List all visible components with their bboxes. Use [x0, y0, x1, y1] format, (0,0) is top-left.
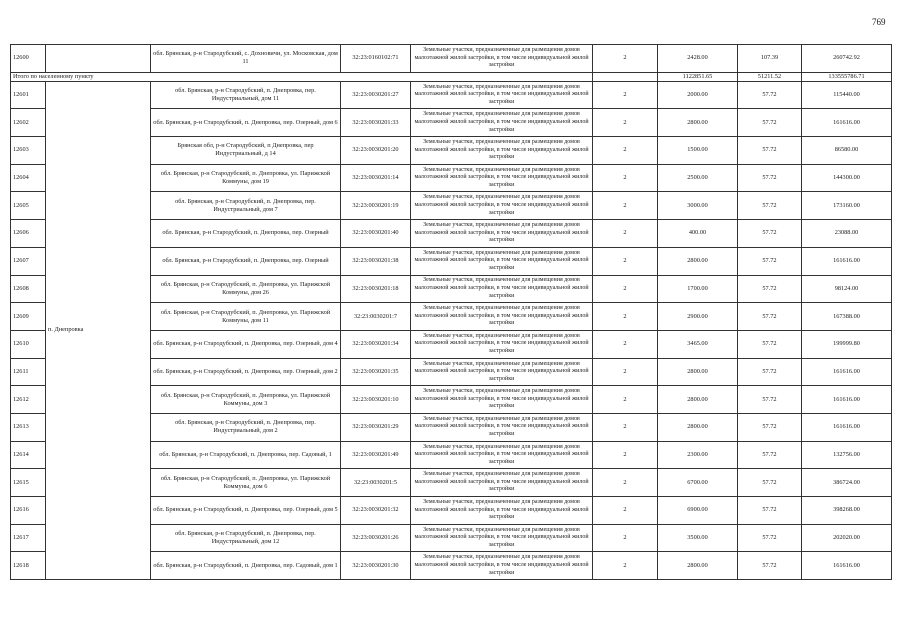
row-number: 12615	[11, 469, 46, 497]
specific-value-cell: 57.72	[738, 247, 802, 275]
cadastral-value-cell: 202020.00	[802, 524, 892, 552]
area-cell: 2500.00	[658, 164, 738, 192]
specific-value-cell: 57.72	[738, 275, 802, 303]
cadastral-value-cell: 161616.00	[802, 247, 892, 275]
category-cell: 2	[593, 552, 658, 580]
table-row	[11, 81, 892, 109]
row-number: 12602	[11, 109, 46, 137]
locality-name-cell: п. Днепровка	[46, 81, 151, 579]
table-row	[11, 45, 892, 73]
row-number: 12617	[11, 524, 46, 552]
cadastral-value-cell: 398268.00	[802, 497, 892, 525]
row-number: 12605	[11, 192, 46, 220]
category-cell: 2	[593, 303, 658, 331]
address-cell: обл. Брянская, р-н Стародубский, п. Днепровка, ул. Парижской Коммуны, дом 26	[151, 275, 341, 303]
specific-value-cell: 107.39	[738, 45, 802, 73]
area-cell: 2800.00	[658, 109, 738, 137]
cadastral-value-cell: 167388.00	[802, 303, 892, 331]
area-cell: 2800.00	[658, 358, 738, 386]
category-cell: 2	[593, 137, 658, 165]
total-rate-cell: 51211.52	[738, 72, 802, 81]
locality-total-row	[11, 72, 892, 81]
area-cell: 1500.00	[658, 137, 738, 165]
cadastral-number-cell: 32:23:0030201:35	[341, 358, 411, 386]
category-cell: 2	[593, 45, 658, 73]
specific-value-cell: 57.72	[738, 220, 802, 248]
specific-value-cell: 57.72	[738, 441, 802, 469]
land-use-purpose-cell: Земельные участки, предназначенные для размещения домов малоэтажной жилой застройки, в том числе индивидуальной жилой застройки	[411, 330, 593, 358]
cadastral-number-cell: 32:23:0030201:30	[341, 552, 411, 580]
land-use-purpose-cell: Земельные участки, предназначенные для размещения домов малоэтажной жилой застройки, в том числе индивидуальной жилой застройки	[411, 358, 593, 386]
row-number: 12604	[11, 164, 46, 192]
row-number: 12600	[11, 45, 46, 73]
category-cell: 2	[593, 413, 658, 441]
address-cell: обл. Брянская, р-н Стародубский, п. Днепровка, ул. Парижской Коммуны, дом 11	[151, 303, 341, 331]
area-cell: 3500.00	[658, 524, 738, 552]
category-cell: 2	[593, 192, 658, 220]
cadastral-value-cell: 144300.00	[802, 164, 892, 192]
address-cell: обл. Брянская, р-н Стародубский, п. Днепровка, пер. Индустриальный, дом 7	[151, 192, 341, 220]
address-cell: обл. Брянская, р-н Стародубский, п. Днепровка, пер. Индустриальный, дом 2	[151, 413, 341, 441]
area-cell: 6700.00	[658, 469, 738, 497]
total-area-cell: 1122851.65	[658, 72, 738, 81]
cadastral-number-cell: 32:23:0030201:18	[341, 275, 411, 303]
category-cell: 2	[593, 386, 658, 414]
land-use-purpose-cell: Земельные участки, предназначенные для размещения домов малоэтажной жилой застройки, в том числе индивидуальной жилой застройки	[411, 220, 593, 248]
cadastral-value-cell: 161616.00	[802, 413, 892, 441]
cadastral-value-cell: 161616.00	[802, 109, 892, 137]
category-cell: 2	[593, 164, 658, 192]
land-use-purpose-cell: Земельные участки, предназначенные для размещения домов малоэтажной жилой застройки, в том числе индивидуальной жилой застройки	[411, 45, 593, 73]
area-cell: 2800.00	[658, 413, 738, 441]
address-cell: обл. Брянская, р-н Стародубский, п. Днепровка, пер. Индустриальный, дом 12	[151, 524, 341, 552]
cadastral-value-cell: 386724.00	[802, 469, 892, 497]
specific-value-cell: 57.72	[738, 137, 802, 165]
address-cell: обл. Брянская, р-н Стародубский, с. Дохновичи, ул. Московская, дом 11	[151, 45, 341, 73]
specific-value-cell: 57.72	[738, 497, 802, 525]
cadastral-number-cell: 32:23:0030201:14	[341, 164, 411, 192]
cadastral-number-cell: 32:23:0030201:5	[341, 469, 411, 497]
row-number: 12601	[11, 81, 46, 109]
area-cell: 2800.00	[658, 247, 738, 275]
row-number: 12609	[11, 303, 46, 331]
area-cell: 6900.00	[658, 497, 738, 525]
land-use-purpose-cell: Земельные участки, предназначенные для размещения домов малоэтажной жилой застройки, в том числе индивидуальной жилой застройки	[411, 192, 593, 220]
category-cell: 2	[593, 220, 658, 248]
cadastral-value-cell: 86580.00	[802, 137, 892, 165]
specific-value-cell: 57.72	[738, 330, 802, 358]
specific-value-cell: 57.72	[738, 469, 802, 497]
cadastral-value-cell: 161616.00	[802, 552, 892, 580]
cadastral-number-cell: 32:23:0030201:7	[341, 303, 411, 331]
area-cell: 2000.00	[658, 81, 738, 109]
land-use-purpose-cell: Земельные участки, предназначенные для размещения домов малоэтажной жилой застройки, в том числе индивидуальной жилой застройки	[411, 497, 593, 525]
page-number: 769	[872, 17, 886, 27]
row-number: 12603	[11, 137, 46, 165]
area-cell: 2900.00	[658, 303, 738, 331]
land-use-purpose-cell: Земельные участки, предназначенные для размещения домов малоэтажной жилой застройки, в том числе индивидуальной жилой застройки	[411, 109, 593, 137]
category-cell: 2	[593, 469, 658, 497]
address-cell: обл. Брянская, р-н Стародубский, п. Днепровка, пер. Озерный, дом 5	[151, 497, 341, 525]
area-cell: 400.00	[658, 220, 738, 248]
land-use-purpose-cell: Земельные участки, предназначенные для размещения домов малоэтажной жилой застройки, в том числе индивидуальной жилой застройки	[411, 552, 593, 580]
address-cell: обл. Брянская, р-н Стародубский, п. Днепровка, пер. Озерный	[151, 247, 341, 275]
address-cell: обл. Брянская, р-н Стародубский, п. Днепровка, пер. Индустриальный, дом 11	[151, 81, 341, 109]
address-cell: обл. Брянская, р-н Стародубский, п. Днепровка, пер. Озерный, дом 6	[151, 109, 341, 137]
register-body	[11, 45, 892, 580]
area-cell: 2428.00	[658, 45, 738, 73]
land-use-purpose-cell: Земельные участки, предназначенные для размещения домов малоэтажной жилой застройки, в том числе индивидуальной жилой застройки	[411, 137, 593, 165]
address-cell: обл. Брянская, р-н Стародубский, п. Днепровка, пер. Озерный, дом 2	[151, 358, 341, 386]
row-number: 12612	[11, 386, 46, 414]
specific-value-cell: 57.72	[738, 109, 802, 137]
specific-value-cell: 57.72	[738, 358, 802, 386]
address-cell: обл. Брянская, р-н Стародубский, п. Днепровка, пер. Садовый, дом 1	[151, 552, 341, 580]
cadastral-number-cell: 32:23:0030201:34	[341, 330, 411, 358]
category-cell: 2	[593, 497, 658, 525]
area-cell: 2800.00	[658, 552, 738, 580]
land-use-purpose-cell: Земельные участки, предназначенные для размещения домов малоэтажной жилой застройки, в том числе индивидуальной жилой застройки	[411, 413, 593, 441]
cadastral-number-cell: 32:23:0030201:33	[341, 109, 411, 137]
land-use-purpose-cell: Земельные участки, предназначенные для размещения домов малоэтажной жилой застройки, в том числе индивидуальной жилой застройки	[411, 386, 593, 414]
row-number: 12611	[11, 358, 46, 386]
cadastral-number-cell: 32:23:0030201:26	[341, 524, 411, 552]
address-cell: обл. Брянская, р-н Стародубский, п. Днепровка, пер. Садовый, 1	[151, 441, 341, 469]
land-register-table	[10, 44, 892, 580]
cadastral-number-cell: 32:23:0030201:10	[341, 386, 411, 414]
total-category-cell	[593, 72, 658, 81]
cadastral-number-cell: 32:23:0030201:38	[341, 247, 411, 275]
land-use-purpose-cell: Земельные участки, предназначенные для размещения домов малоэтажной жилой застройки, в том числе индивидуальной жилой застройки	[411, 303, 593, 331]
total-value-cell: 133555786.71	[802, 72, 892, 81]
land-use-purpose-cell: Земельные участки, предназначенные для размещения домов малоэтажной жилой застройки, в том числе индивидуальной жилой застройки	[411, 524, 593, 552]
category-cell: 2	[593, 109, 658, 137]
cadastral-number-cell: 32:23:0030201:49	[341, 441, 411, 469]
category-cell: 2	[593, 524, 658, 552]
area-cell: 3000.00	[658, 192, 738, 220]
address-cell: Брянская обл, р-н Стародубский, п Днепровка, пер Индустриальный, д 14	[151, 137, 341, 165]
category-cell: 2	[593, 330, 658, 358]
cadastral-value-cell: 260742.92	[802, 45, 892, 73]
cadastral-number-cell: 32:23:0030201:29	[341, 413, 411, 441]
area-cell: 2300.00	[658, 441, 738, 469]
cadastral-value-cell: 23088.00	[802, 220, 892, 248]
category-cell: 2	[593, 441, 658, 469]
area-cell: 1700.00	[658, 275, 738, 303]
row-number: 12614	[11, 441, 46, 469]
cadastral-value-cell: 161616.00	[802, 386, 892, 414]
category-cell: 2	[593, 358, 658, 386]
land-use-purpose-cell: Земельные участки, предназначенные для размещения домов малоэтажной жилой застройки, в том числе индивидуальной жилой застройки	[411, 247, 593, 275]
row-number: 12618	[11, 552, 46, 580]
land-use-purpose-cell: Земельные участки, предназначенные для размещения домов малоэтажной жилой застройки, в том числе индивидуальной жилой застройки	[411, 81, 593, 109]
cadastral-number-cell: 32:23:0030201:40	[341, 220, 411, 248]
cadastral-value-cell: 161616.00	[802, 358, 892, 386]
row-number: 12608	[11, 275, 46, 303]
cadastral-value-cell: 173160.00	[802, 192, 892, 220]
cadastral-number-cell: 32:23:0030201:32	[341, 497, 411, 525]
land-use-purpose-cell: Земельные участки, предназначенные для размещения домов малоэтажной жилой застройки, в том числе индивидуальной жилой застройки	[411, 164, 593, 192]
land-use-purpose-cell: Земельные участки, предназначенные для размещения домов малоэтажной жилой застройки, в том числе индивидуальной жилой застройки	[411, 275, 593, 303]
row-number: 12607	[11, 247, 46, 275]
row-number: 12613	[11, 413, 46, 441]
cadastral-value-cell: 132756.00	[802, 441, 892, 469]
specific-value-cell: 57.72	[738, 192, 802, 220]
area-cell: 3465.00	[658, 330, 738, 358]
row-number: 12610	[11, 330, 46, 358]
land-use-purpose-cell: Земельные участки, предназначенные для размещения домов малоэтажной жилой застройки, в том числе индивидуальной жилой застройки	[411, 469, 593, 497]
specific-value-cell: 57.72	[738, 524, 802, 552]
row-number: 12606	[11, 220, 46, 248]
specific-value-cell: 57.72	[738, 81, 802, 109]
area-cell: 2800.00	[658, 386, 738, 414]
category-cell: 2	[593, 81, 658, 109]
cadastral-number-cell: 32:23:0030201:27	[341, 81, 411, 109]
category-cell: 2	[593, 275, 658, 303]
cadastral-value-cell: 199999.80	[802, 330, 892, 358]
specific-value-cell: 57.72	[738, 413, 802, 441]
total-label: Итого по населенному пункту	[11, 72, 593, 81]
address-cell: обл. Брянская, р-н Стародубский, п. Днепровка, ул. Парижской Коммуны, дом 19	[151, 164, 341, 192]
specific-value-cell: 57.72	[738, 552, 802, 580]
address-cell: обл. Брянская, р-н Стародубский, п. Днепровка, пер. Озерный	[151, 220, 341, 248]
specific-value-cell: 57.72	[738, 386, 802, 414]
cadastral-number-cell: 32:23:0160102:71	[341, 45, 411, 73]
specific-value-cell: 57.72	[738, 164, 802, 192]
address-cell: обл. Брянская, р-н Стародубский, п. Днепровка, ул. Парижской Коммуны, дом 6	[151, 469, 341, 497]
cadastral-value-cell: 98124.00	[802, 275, 892, 303]
category-cell: 2	[593, 247, 658, 275]
land-use-purpose-cell: Земельные участки, предназначенные для размещения домов малоэтажной жилой застройки, в том числе индивидуальной жилой застройки	[411, 441, 593, 469]
address-cell: обл. Брянская, р-н Стародубский, п. Днепровка, пер. Озерный, дом 4	[151, 330, 341, 358]
cadastral-value-cell: 115440.00	[802, 81, 892, 109]
address-cell: обл. Брянская, р-н Стародубский, п. Днепровка, ул. Парижской Коммуны, дом 3	[151, 386, 341, 414]
cadastral-number-cell: 32:23:0030201:19	[341, 192, 411, 220]
cadastral-number-cell: 32:23:0030201:20	[341, 137, 411, 165]
row-number: 12616	[11, 497, 46, 525]
specific-value-cell: 57.72	[738, 303, 802, 331]
locality-cell	[46, 45, 151, 73]
